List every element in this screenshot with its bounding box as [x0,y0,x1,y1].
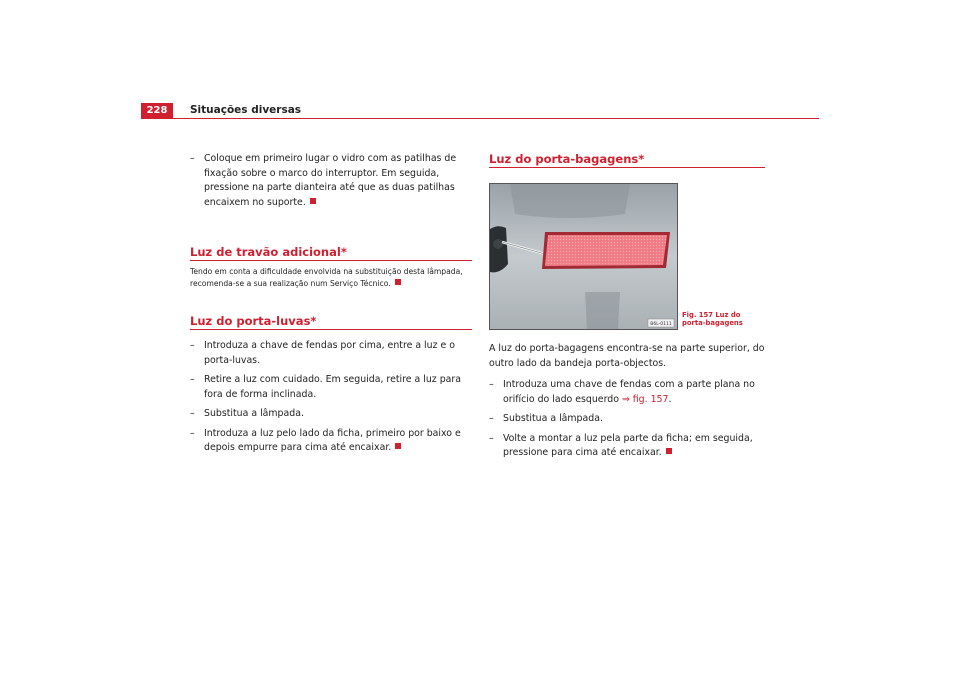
dash-bullet: – [190,153,195,164]
dash-bullet: – [190,427,195,439]
dash-bullet: – [489,413,494,424]
end-mark-icon [395,279,401,285]
header-rule [141,118,819,119]
dash-bullet: – [190,374,195,385]
list-item [190,152,472,210]
dash-bullet: – [489,379,494,390]
section-heading-brake-light: Luz de travão adicional* [190,245,472,261]
intro-paragraph: A luz do porta-bagagens encontra-se na parte superior, do outro lado da bandeja porta-objectos. [489,343,765,369]
section-text-body: Tendo em conta a dificuldade envolvida na substituição desta lâmpada, recomenda-se a sua realização num Serviço Técnico. [190,267,463,288]
figure-code: B6L-0111 [650,322,672,327]
list-item-text: Introduza a chave de fendas por cima, entre a luz e o porta-luvas. [204,340,455,366]
list-item-text: Coloque em primeiro lugar o vidro com as patilhas de fixação sobre o marco do interruptor. Em seguida, pressione na parte dianteira até que as duas patilhas encaixem no suporte. [204,153,457,208]
list-item-text: Substitua a lâmpada. [204,408,304,419]
list-item [489,432,771,461]
end-mark-icon [310,198,316,204]
dash-bullet: – [489,432,494,444]
page-number: 228 [141,103,173,119]
list-item [190,339,472,368]
list-item [190,407,472,422]
list-item [489,412,771,427]
list-item-text: Introduza a luz pelo lado da ficha, primeiro por baixo e depois empurre para cima até encaixar. [204,427,461,453]
running-title: Situações diversas [190,104,302,116]
luggage-light-figure [489,183,678,330]
figure-reference-link[interactable]: ⇒ fig. 157 [621,393,669,405]
list-item-text: Volte a montar a luz pela parte da ficha; em seguida, pressione para cima até encaixar. [503,432,753,458]
list-item-text: Retire a luz com cuidado. Em seguida, retire a luz para fora de forma inclinada. [204,374,461,400]
list-item [190,373,472,402]
luggage-light-illustration [490,184,677,329]
figure-caption: Fig. 157 Luz do porta-bagagens [682,311,743,327]
dash-bullet: – [190,340,195,351]
list-item-text: Substitua a lâmpada. [503,413,603,424]
list-item [190,427,472,456]
dash-bullet: – [190,408,195,419]
list-item-text: Introduza uma chave de fendas com a parte plana no orifício do lado esquerdo [503,379,755,405]
section-text-brake-light [190,266,472,290]
list-item: – Introduza uma chave de fendas com a parte plana no orifício do lado esquerdo ⇒ fig. 157. [489,379,755,405]
end-mark-icon [666,448,672,454]
section-heading-luggage-light: Luz do porta-bagagens* [489,152,765,168]
section-heading-glovebox-light: Luz do porta-luvas* [190,314,472,330]
left-column [190,152,472,461]
end-mark-icon [395,443,401,449]
